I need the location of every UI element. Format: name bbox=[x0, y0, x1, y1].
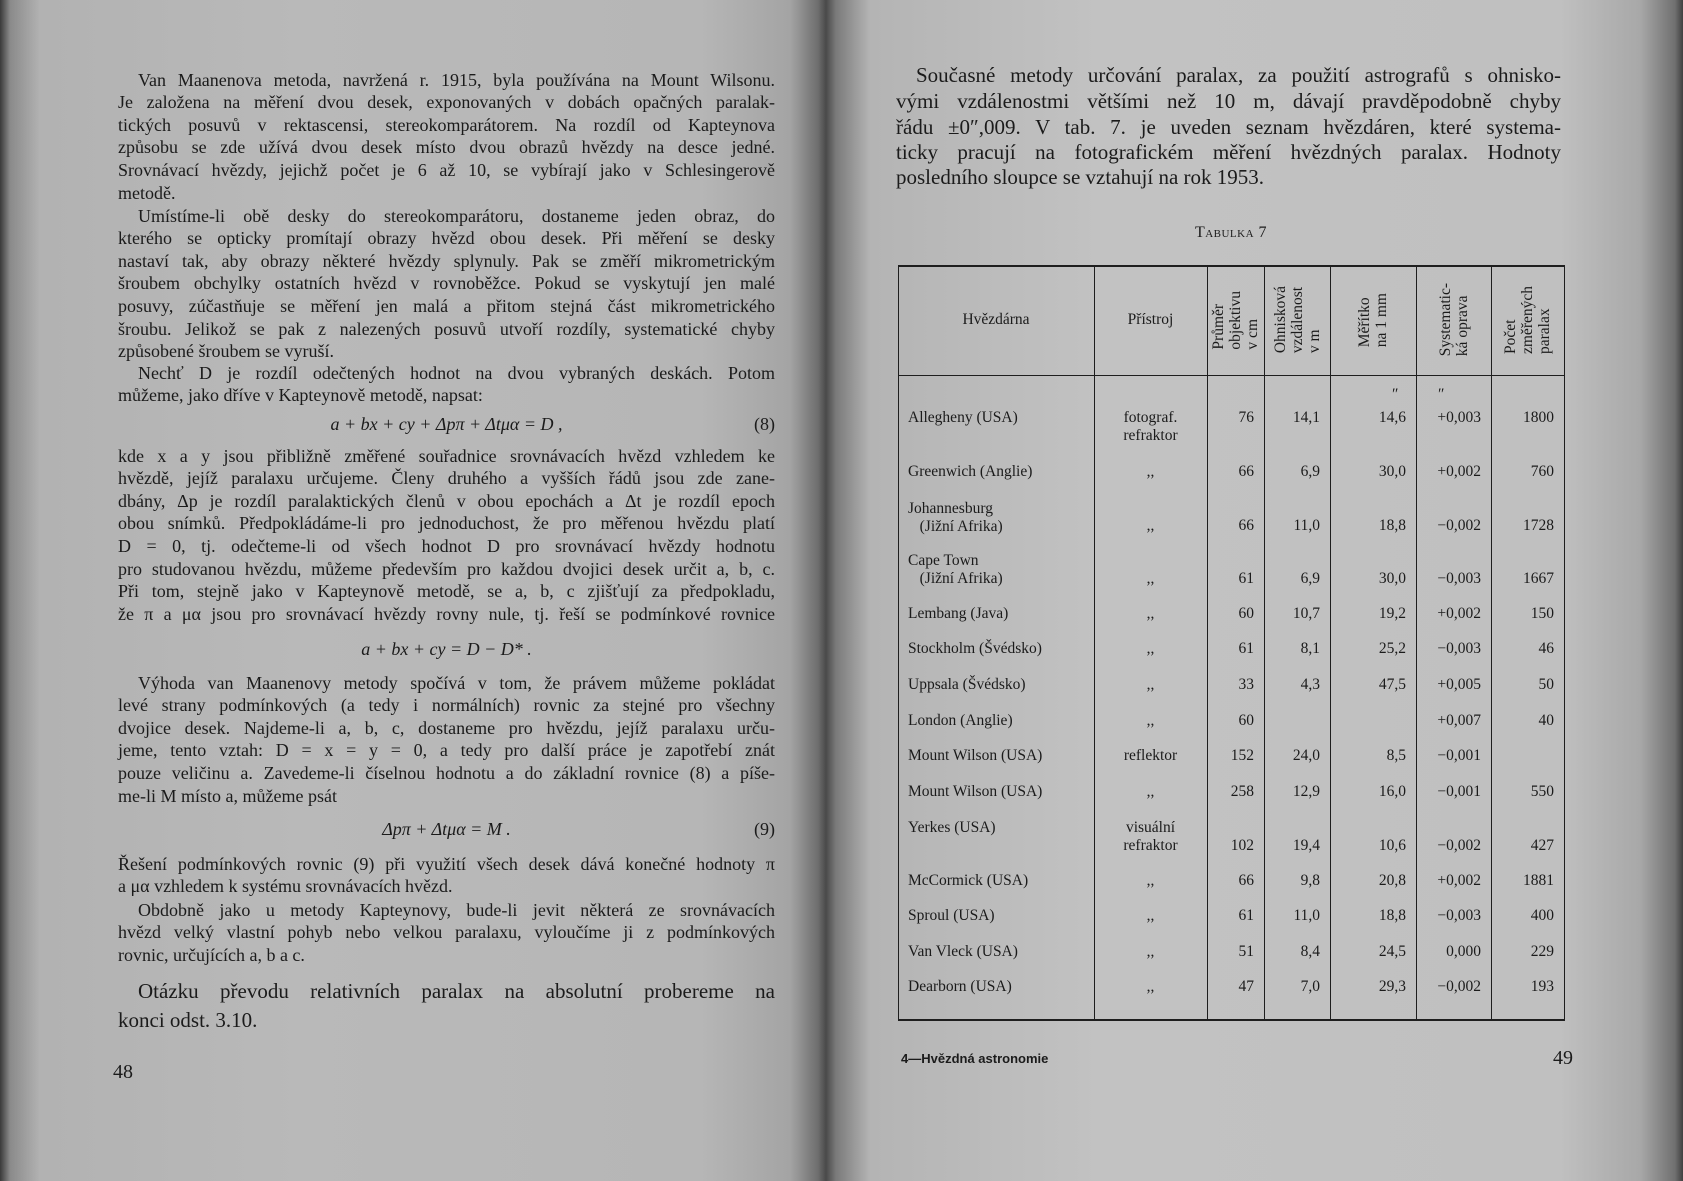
table-cell: 47 bbox=[1238, 978, 1254, 995]
paragraph-line: hvězd velký vlastní pohyb nebo velkou paralaxu, vyloučíme ji z podmínkových bbox=[118, 922, 775, 943]
paragraph-line: dbány, Δp je rozdíl paralaktických členů v obou epochách a Δt je rozdíl epoch bbox=[118, 490, 775, 511]
table-column-rule bbox=[898, 265, 899, 1020]
table-header-cell bbox=[1264, 266, 1330, 374]
paragraph-line: a μα vzhledem k systému srovnávacích hvězd. bbox=[118, 876, 453, 897]
paragraph-line: způsobené šroubem se vyruší. bbox=[118, 341, 334, 362]
table-cell: 102 bbox=[1230, 837, 1254, 854]
table-cell: 9,8 bbox=[1300, 872, 1320, 889]
paragraph-line: Při tom, stejně jako v Kapteynově metodě, se a, b, c zjišťují za předpokladu, bbox=[118, 581, 775, 602]
observatory-name: Dearborn (USA) bbox=[908, 978, 1012, 995]
observatory-name: Greenwich (Anglie) bbox=[908, 463, 1033, 480]
table-header-cell bbox=[1207, 266, 1264, 374]
intro-line: vými vzdálenostmi většími než 10 m, dávají pravděpodobně chyby bbox=[896, 89, 1561, 113]
table-cell: 7,0 bbox=[1300, 978, 1320, 995]
instrument: ,, bbox=[1146, 943, 1155, 960]
instrument: ,, bbox=[1146, 872, 1155, 889]
table-cell: 60 bbox=[1238, 712, 1254, 729]
table-cell: 19,4 bbox=[1292, 837, 1320, 854]
column-header: Přístroj bbox=[1127, 311, 1174, 328]
observatory-name: Johannesburg (Jižní Afrika) bbox=[908, 500, 1003, 535]
observatory-name: Mount Wilson (USA) bbox=[908, 747, 1043, 764]
table-bottom-rule bbox=[898, 1019, 1565, 1021]
paragraph-line: nastaví tak, aby obrazy některé hvězdy splynuly. Pak se změří mikrometrickým bbox=[118, 250, 775, 271]
equation-number: (8) bbox=[754, 414, 775, 434]
equation bbox=[118, 412, 775, 436]
equation bbox=[118, 637, 775, 661]
table-cell: 10,6 bbox=[1378, 837, 1406, 854]
paragraph-line: posuvy, zúčastňuje se měření jen malá a přitom stejná část mikrometrického bbox=[118, 295, 775, 316]
observatory-name: Mount Wilson (USA) bbox=[908, 783, 1043, 800]
observatory-name: Uppsala (Švédsko) bbox=[908, 676, 1026, 693]
table-cell: 51 bbox=[1238, 943, 1254, 960]
observatory-name: Sproul (USA) bbox=[908, 907, 995, 924]
instrument: ,, bbox=[1146, 605, 1155, 622]
table-cell: 0,000 bbox=[1446, 943, 1481, 960]
column-header: Hvězdárna bbox=[962, 311, 1030, 328]
paragraph-line: tických posuvů v rektascensi, stereokomparátorem. Na rozdíl od Kapteynova bbox=[118, 114, 775, 135]
table-cell: 14,1 bbox=[1292, 409, 1320, 426]
table-cell: 16,0 bbox=[1378, 783, 1406, 800]
table-cell: 150 bbox=[1530, 605, 1554, 622]
table-cell: 30,0 bbox=[1378, 570, 1406, 587]
table-cell: 258 bbox=[1230, 783, 1254, 800]
paragraph-line: Obdobně jako u metody Kapteynovy, bude-li jevit některá ze srovnávacích bbox=[138, 899, 775, 920]
table-cell: −0,001 bbox=[1437, 747, 1481, 764]
table-cell: 61 bbox=[1238, 907, 1254, 924]
table-cell: 29,3 bbox=[1378, 978, 1406, 995]
closing-line: konci odst. 3.10. bbox=[118, 1008, 258, 1032]
table-cell: 18,8 bbox=[1378, 517, 1406, 534]
column-header: Měřítko na 1 mm bbox=[1356, 292, 1390, 348]
instrument: ,, bbox=[1146, 517, 1155, 534]
equation-expression: a + bx + cy + Δpπ + Δtμα = D , bbox=[330, 414, 563, 434]
table-cell: −0,002 bbox=[1437, 517, 1481, 534]
page-number-left: 48 bbox=[113, 1061, 133, 1083]
table-cell: 1667 bbox=[1523, 570, 1554, 587]
table-cell: +0,002 bbox=[1437, 872, 1481, 889]
table-cell: +0,005 bbox=[1437, 676, 1481, 693]
paragraph-line: Nechť D je rozdíl odečtených hodnot na dvou vybraných deskách. Potom bbox=[138, 362, 775, 383]
table-cell: 427 bbox=[1530, 837, 1554, 854]
unit-mark-correction: ″ bbox=[1438, 386, 1445, 403]
table-cell: 8,4 bbox=[1300, 943, 1320, 960]
table-cell: 152 bbox=[1230, 747, 1254, 764]
table-header-cell bbox=[898, 266, 1094, 374]
column-header: Počet změřených paralax bbox=[1502, 286, 1553, 354]
table-cell: 50 bbox=[1538, 676, 1554, 693]
table-cell: 30,0 bbox=[1378, 463, 1406, 480]
table-cell: 193 bbox=[1530, 978, 1554, 995]
table-cell: 33 bbox=[1238, 676, 1254, 693]
paragraph-line: levé strany podmínkových (a tedy i normálních) rovnic za stejné pro všechny bbox=[118, 695, 775, 716]
table-cell: 400 bbox=[1530, 907, 1554, 924]
equation bbox=[118, 817, 775, 841]
table-cell: 20,8 bbox=[1378, 872, 1406, 889]
table-cell: +0,002 bbox=[1437, 605, 1481, 622]
paragraph-line: Srovnávací hvězdy, jejichž počet je 6 až 10, se vybírají jako v Schlesingerově bbox=[118, 159, 775, 180]
paragraph-line: Výhoda van Maanenovy metody spočívá v tom, že právem můžeme pokládat bbox=[138, 672, 775, 693]
table-cell: −0,001 bbox=[1437, 783, 1481, 800]
table-cell: 66 bbox=[1238, 872, 1254, 889]
table-cell: 10,7 bbox=[1292, 605, 1320, 622]
paragraph-line: pouze veličinu a. Zavedeme-li číselnou hodnotu a do základní rovnice (8) a píše- bbox=[118, 762, 775, 783]
paragraph-line: me-li M místo a, můžeme psát bbox=[118, 785, 337, 806]
instrument: ,, bbox=[1146, 783, 1155, 800]
instrument: visuální refraktor bbox=[1123, 819, 1178, 854]
table-cell: 47,5 bbox=[1378, 676, 1406, 693]
table-cell: 6,9 bbox=[1300, 463, 1320, 480]
paragraph-line: rovnic, určujících a, b a c. bbox=[118, 944, 305, 965]
intro-line: posledního sloupce se vztahují na rok 1953. bbox=[896, 165, 1265, 189]
paragraph-line: Van Maanenova metoda, navržená r. 1915, byla používána na Mount Wilsonu. bbox=[138, 69, 775, 90]
intro-line: řádu ±0″,009. V tab. 7. je uveden seznam hvězdáren, které systema- bbox=[896, 115, 1561, 139]
instrument: ,, bbox=[1146, 463, 1155, 480]
table-cell: 66 bbox=[1238, 517, 1254, 534]
observatory-name: Van Vleck (USA) bbox=[908, 943, 1018, 960]
intro-line: ticky pracují na fotografickém měření hvězdných paralax. Hodnoty bbox=[896, 140, 1561, 164]
table-cell: 8,5 bbox=[1386, 747, 1406, 764]
column-header: Systematic- ká oprava bbox=[1436, 283, 1471, 357]
closing-line: Otázku převodu relativních paralax na absolutní probereme na bbox=[138, 979, 775, 1003]
table-cell: 66 bbox=[1238, 463, 1254, 480]
table-cell: 4,3 bbox=[1300, 676, 1320, 693]
table-cell: +0,007 bbox=[1437, 712, 1481, 729]
paragraph-line: šroubu. Jelikož se pak z nalezených posuvů utvoří rozdíly, systematické chyby bbox=[118, 318, 775, 339]
column-header: Průměr objektivu v cm bbox=[1210, 290, 1261, 350]
observatory-name: London (Anglie) bbox=[908, 712, 1013, 729]
table-column-rule bbox=[1564, 265, 1565, 1020]
table-cell: 76 bbox=[1238, 409, 1254, 426]
page-number-right: 49 bbox=[1553, 1047, 1573, 1069]
table-cell: 1800 bbox=[1523, 409, 1554, 426]
table-cell: 61 bbox=[1238, 570, 1254, 587]
paragraph-line: Umístíme-li obě desky do stereokomparátoru, dostaneme jeden obraz, do bbox=[138, 205, 775, 226]
equation-expression: a + bx + cy = D − D* . bbox=[361, 639, 532, 659]
table-cell: 24,5 bbox=[1378, 943, 1406, 960]
footer-signature: 4—Hvězdná astronomie bbox=[901, 1051, 1049, 1066]
paragraph-line: hvězdě, jejíž paralaxu určujeme. Členy druhého a vyšších řádů jsou zde zane- bbox=[118, 468, 775, 489]
paragraph-line: D = 0, tj. odečteme-li od všech hodnot D pro srovnávací hvězdy hodnotu bbox=[118, 535, 775, 556]
table-header-cell bbox=[1491, 266, 1564, 374]
table-cell: 18,8 bbox=[1378, 907, 1406, 924]
observatory-name: McCormick (USA) bbox=[908, 872, 1029, 889]
table-cell: −0,002 bbox=[1437, 837, 1481, 854]
unit-mark-scale: ″ bbox=[1392, 386, 1399, 403]
instrument: ,, bbox=[1146, 978, 1155, 995]
paragraph-line: Řešení podmínkových rovnic (9) při využití všech desek dává konečné hodnoty π bbox=[118, 853, 775, 874]
table-caption: Tabulka 7 bbox=[1194, 224, 1268, 241]
column-header: Ohnisková vzdálenost v m bbox=[1271, 286, 1323, 354]
observatory-name: Yerkes (USA) bbox=[908, 819, 996, 836]
table-cell: 229 bbox=[1530, 943, 1554, 960]
table-cell: 61 bbox=[1238, 640, 1254, 657]
paragraph-line: kde x a y jsou přibližně změřené souřadnice srovnávacích hvězd vzhledem ke bbox=[118, 445, 775, 466]
paragraph-line: pro studovanou hvězdu, můžeme především pro každou dvojici desek určit a, b, c. bbox=[118, 558, 775, 579]
table-cell: −0,003 bbox=[1437, 640, 1481, 657]
table-cell: −0,002 bbox=[1437, 978, 1481, 995]
paragraph-line: jeme, tento vztah: D = x = y = 0, a tedy pro další práce je zapotřebí znát bbox=[118, 740, 775, 761]
observatory-name: Lembang (Java) bbox=[908, 605, 1009, 622]
paragraph-line: Je založena na měření dvou desek, exponovaných v dobách opačných paralak- bbox=[118, 92, 775, 113]
table-cell: +0,003 bbox=[1437, 409, 1481, 426]
equation-number: (9) bbox=[754, 819, 775, 839]
observatory-name: Stockholm (Švédsko) bbox=[908, 640, 1042, 657]
instrument: ,, bbox=[1146, 570, 1155, 587]
table-cell: 19,2 bbox=[1378, 605, 1406, 622]
table-header-rule bbox=[898, 375, 1565, 376]
paragraph-line: že π a μα jsou pro srovnávací hvězdy rovny nule, tj. řeší se podmínkové rovnice bbox=[118, 603, 775, 624]
table-cell: 24,0 bbox=[1292, 747, 1320, 764]
equation-expression: Δpπ + Δtμα = M . bbox=[382, 819, 511, 839]
paragraph-line: můžeme, jako dříve v Kapteynově metodě, napsat: bbox=[118, 385, 483, 406]
observatory-name: Cape Town (Jižní Afrika) bbox=[908, 552, 1003, 587]
table-cell: 40 bbox=[1538, 712, 1554, 729]
table-cell: 6,9 bbox=[1300, 570, 1320, 587]
table-cell: 14,6 bbox=[1378, 409, 1406, 426]
table-cell: −0,003 bbox=[1437, 907, 1481, 924]
intro-line: Současné metody určování paralax, za použití astrografů s ohnisko- bbox=[916, 63, 1561, 87]
table-cell: 11,0 bbox=[1293, 907, 1320, 924]
table-cell: 1881 bbox=[1523, 872, 1554, 889]
paragraph-line: dvojice desek. Najdeme-li a, b, c, dostaneme pro hvězdu, jejíž paralaxu urču- bbox=[118, 717, 775, 738]
instrument: ,, bbox=[1146, 712, 1155, 729]
instrument: ,, bbox=[1146, 907, 1155, 924]
table-cell: 60 bbox=[1238, 605, 1254, 622]
table-cell: 550 bbox=[1530, 783, 1554, 800]
paragraph-line: způsobu se zde užívá dvou desek místo dvou obrazů hvězdy na desce jedné. bbox=[118, 137, 775, 158]
table-header-cell bbox=[1094, 266, 1207, 374]
table-cell: +0,002 bbox=[1437, 463, 1481, 480]
table-cell: 12,9 bbox=[1292, 783, 1320, 800]
instrument: ,, bbox=[1146, 640, 1155, 657]
paragraph-line: šroubem obchylky ostatních hvězd v rovnoběžce. Pokud se vyskytují jen malé bbox=[118, 273, 775, 294]
paragraph-line: kterého se opticky promítají obrazy hvězd obou desek. Při měření se desky bbox=[118, 228, 775, 249]
paragraph-line: obou snímků. Předpokládáme-li pro jednoduchost, že pro měřenou hvězdu platí bbox=[118, 513, 775, 534]
table-cell: 760 bbox=[1530, 463, 1554, 480]
table-header-cell bbox=[1416, 266, 1491, 374]
table-cell: 25,2 bbox=[1378, 640, 1406, 657]
table-cell: 46 bbox=[1538, 640, 1554, 657]
table-cell: 8,1 bbox=[1300, 640, 1320, 657]
instrument: fotograf. refraktor bbox=[1123, 409, 1178, 444]
table-cell: −0,003 bbox=[1437, 570, 1481, 587]
table-header-cell bbox=[1330, 266, 1416, 374]
table-cell: 11,0 bbox=[1293, 517, 1320, 534]
instrument: ,, bbox=[1146, 676, 1155, 693]
instrument: reflektor bbox=[1123, 747, 1178, 764]
table-cell: 1728 bbox=[1523, 517, 1554, 534]
paragraph-line: metodě. bbox=[118, 182, 176, 203]
observatory-name: Allegheny (USA) bbox=[908, 409, 1018, 426]
